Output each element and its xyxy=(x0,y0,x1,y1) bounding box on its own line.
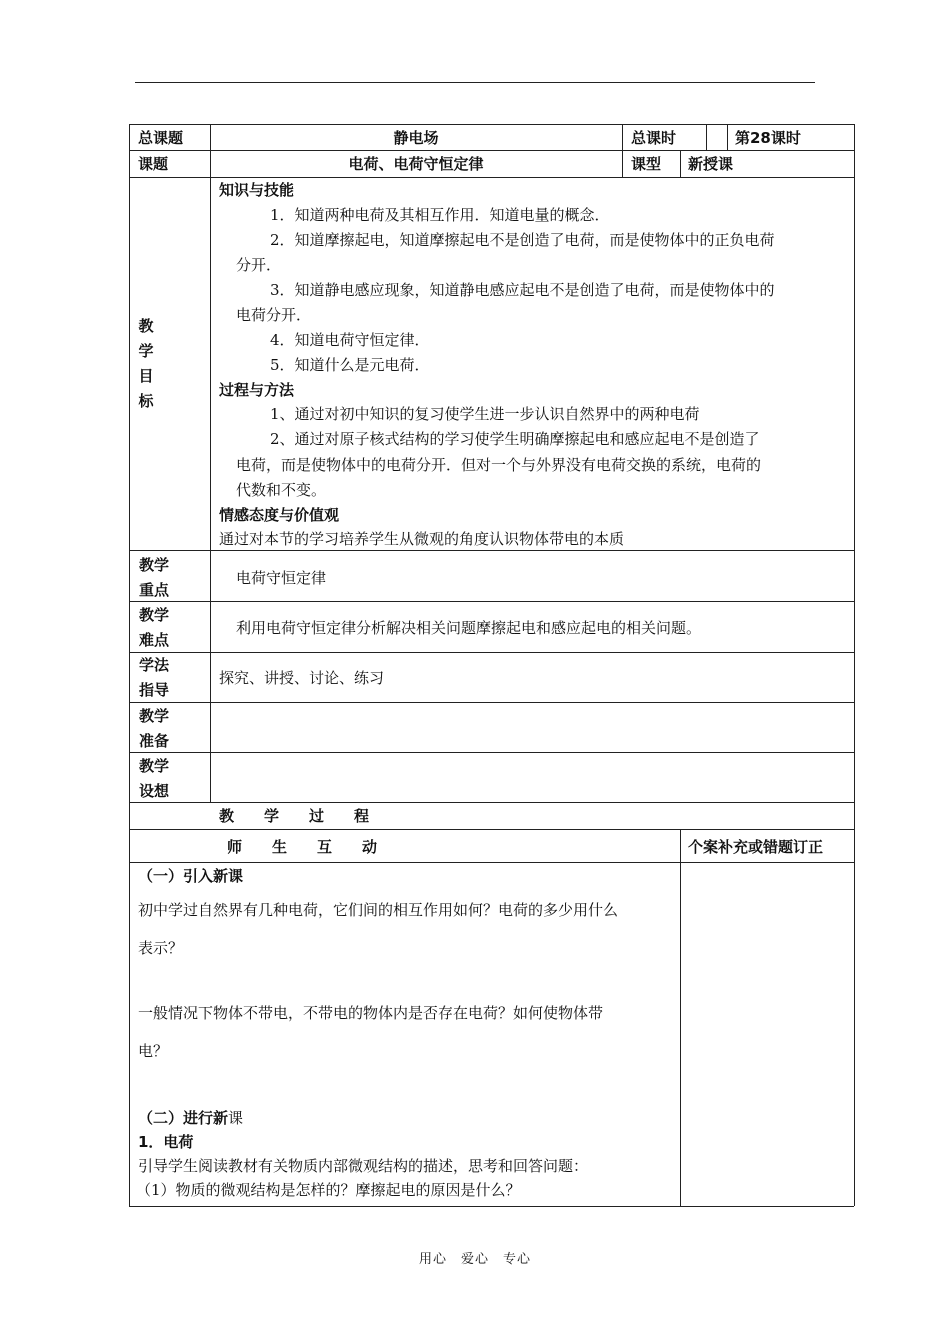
section-process-title: 过程与方法 xyxy=(219,381,295,399)
difficulties-value: 利用电荷守恒定律分析解决相关问题摩擦起电和感应起电的相关问题。 xyxy=(236,619,702,637)
new-lesson-title: （二）进行新课 xyxy=(138,1109,244,1127)
key-points-label: 教学 重点 xyxy=(139,556,170,599)
process-item: 代数和不变。 xyxy=(236,481,327,499)
total-hours-label: 总课时 xyxy=(631,129,677,147)
topic-value: 电荷、电荷守恒定律 xyxy=(348,155,484,173)
objective-item: 5．知道什么是元电荷． xyxy=(270,356,430,374)
section-knowledge-title: 知识与技能 xyxy=(219,181,295,199)
method-value: 探究、讲授、讨论、练习 xyxy=(219,669,385,687)
intro-question-line: 一般情况下物体不带电，不带电的物体内是否存在电荷？如何使物体带 xyxy=(138,1004,604,1022)
process-item: 1、通过对初中知识的复习使学生进一步认识自然界中的两种电荷 xyxy=(270,405,700,423)
guide-text: 引导学生阅读教材有关物质内部微观结构的描述，思考和回答问题： xyxy=(138,1157,589,1175)
charge-title: 1．电荷 xyxy=(138,1133,194,1151)
process-item: 电荷，而是使物体中的电荷分开．但对一个与外界没有电荷交换的系统，电荷的 xyxy=(236,456,762,474)
objective-item: 分开． xyxy=(236,256,282,274)
interaction-header: 师 生 互 动 xyxy=(227,838,378,856)
total-topic-value: 静电场 xyxy=(393,129,439,147)
objective-item: 2．知道摩擦起电，知道摩擦起电不是创造了电荷，而是使物体中的正负电荷 xyxy=(270,231,775,249)
objective-item: 电荷分开． xyxy=(236,306,312,324)
objective-item: 1．知道两种电荷及其相互作用．知道电量的概念． xyxy=(270,206,610,224)
header-rule xyxy=(135,82,815,83)
intro-title: （一）引入新课 xyxy=(138,867,244,885)
process-title: 教 学 过 程 xyxy=(219,807,370,825)
objectives-label: 教 学 目 标 xyxy=(138,317,154,410)
intro-question-line: 表示？ xyxy=(138,939,184,957)
key-points-value: 电荷守恒定律 xyxy=(236,569,327,587)
question-item: （1）物质的微观结构是怎样的？摩擦起电的原因是什么？ xyxy=(136,1181,521,1199)
type-value: 新授课 xyxy=(688,155,734,173)
teaching-idea-label: 教学 设想 xyxy=(139,757,170,800)
objective-item: 4．知道电荷守恒定律． xyxy=(270,331,430,349)
preparation-label: 教学 准备 xyxy=(139,707,170,750)
notes-header: 个案补充或错题订正 xyxy=(688,838,824,856)
intro-question-line: 电？ xyxy=(138,1042,169,1060)
lesson-number: 第28课时 xyxy=(735,129,801,147)
page-footer: 用心 爱心 专心 xyxy=(418,1252,531,1267)
total-topic-label: 总课题 xyxy=(138,129,184,147)
objective-item: 3．知道静电感应现象，知道静电感应起电不是创造了电荷，而是使物体中的 xyxy=(270,281,775,299)
section-attitude-title: 情感态度与价值观 xyxy=(219,506,340,524)
attitude-item: 通过对本节的学习培养学生从微观的角度认识物体带电的本质 xyxy=(219,530,625,548)
method-label: 学法 指导 xyxy=(139,656,170,699)
type-label: 课型 xyxy=(631,155,662,173)
intro-question-line: 初中学过自然界有几种电荷，它们间的相互作用如何？电荷的多少用什么 xyxy=(138,901,619,919)
difficulties-label: 教学 难点 xyxy=(139,606,170,649)
process-item: 2、通过对原子核式结构的学习使学生明确摩擦起电和感应起电不是创造了 xyxy=(270,430,760,448)
topic-label: 课题 xyxy=(138,155,169,173)
